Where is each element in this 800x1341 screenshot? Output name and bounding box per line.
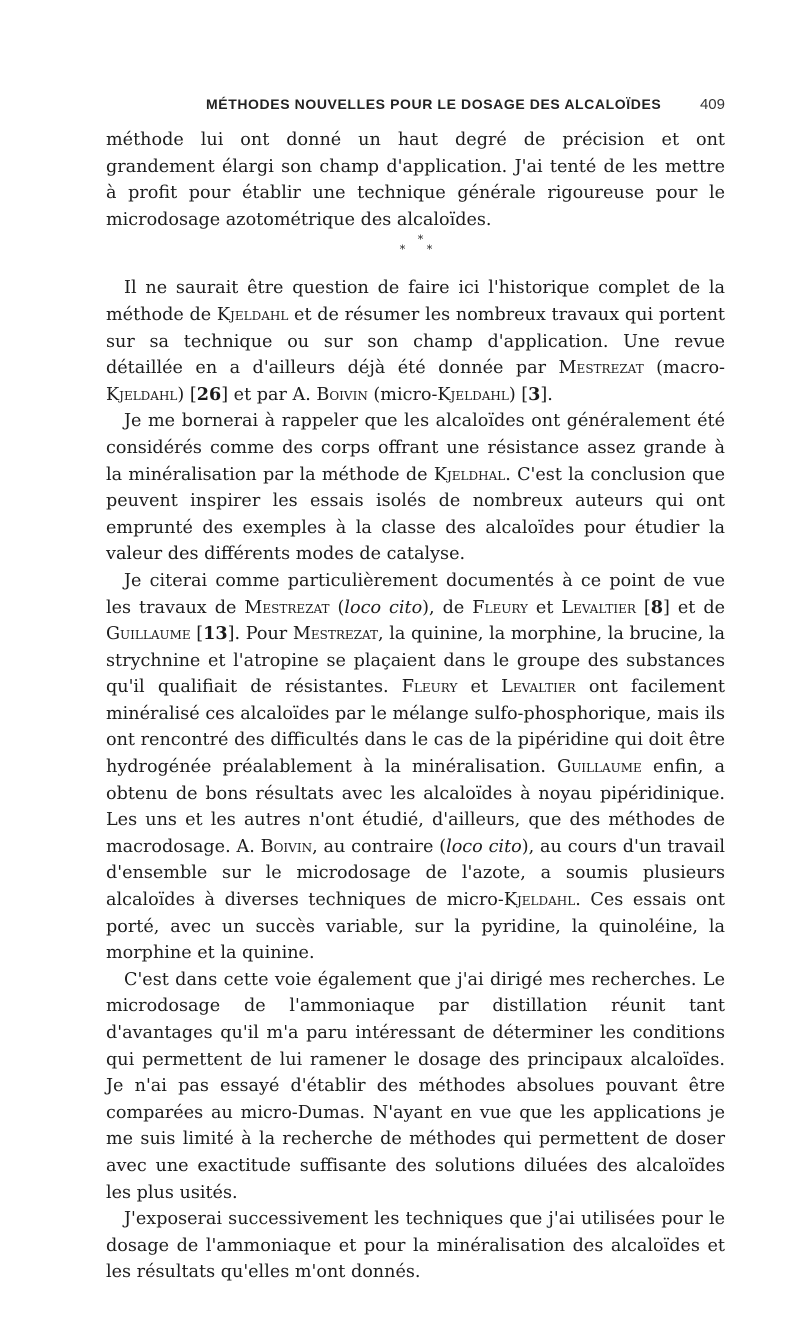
author-name: Guillaume <box>106 624 191 645</box>
author-name: Fleury <box>472 597 528 618</box>
paragraph-6: J'exposerai successivement les techniques que j'ai utilisées pour le dosage de l'ammoniaque et pour la minéralisation des alcaloïdes et les résultats qu'elles m'ont donnés. <box>106 1209 725 1283</box>
reference-number: 8 <box>650 596 663 618</box>
author-name: Guillaume <box>557 757 642 778</box>
author-name: Kjeldahl <box>216 304 289 325</box>
page-header <box>106 96 725 120</box>
reference-number: 13 <box>203 623 228 645</box>
author-name: Boivin <box>260 836 313 857</box>
asterism-bottom: * * <box>399 243 442 257</box>
author-name: Kjeldahl <box>437 384 509 405</box>
paragraph-1: méthode lui ont donné un haut degré de précision et ont grandement élargi son champ d'application. J'ai tenté de les mettre à profit pour établir une technique générale rigoureuse pour le microdosage azotométrique des alcaloïdes. <box>106 130 725 230</box>
author-name: Boivin <box>316 384 368 405</box>
reference-number: 26 <box>196 383 222 405</box>
page-body <box>106 127 725 1286</box>
author-name: Levaltier <box>501 677 576 698</box>
citation-italic: loco cito <box>344 597 423 618</box>
paragraph-2: Il ne saurait être question de faire ici l'historique complet de la méthode de Kjeldahl et de résumer les nombreux travaux qui portent sur sa technique ou sur son champ d'application. Une revue détaillée en a d'ailleurs déjà été donnée par Mestrezat (macro-Kjeldahl) [26] et par A. Boivin (micro-Kjeldahl) [3]. <box>106 278 726 405</box>
author-name: Kjeldhal <box>433 464 506 485</box>
reference-number: 3 <box>528 383 541 405</box>
author-name: Fleury <box>401 677 458 698</box>
asterism-top: * <box>417 233 424 247</box>
author-name: Mestrezat <box>244 597 330 618</box>
author-name: Mestrezat <box>292 624 378 645</box>
section-separator <box>106 235 725 255</box>
paragraph-5: C'est dans cette voie également que j'ai dirigé mes recherches. Le microdosage de l'ammoniaque par distillation réunit tant d'avantages qu'il m'a paru intéressant de déterminer les conditions qui permettent de lui ramener le dosage des principaux alcaloïdes. Je n'ai pas essayé d'établir des méthodes absolues pouvant être comparées au micro-Dumas. N'ayant en vue que les applications je me suis limité à la recherche de méthodes qui permettent de doser avec une exactitude suffisante des solutions diluées des alcaloïdes les plus usités. <box>106 969 725 1203</box>
running-title: MÉTHODES NOUVELLES POUR LE DOSAGE DES ALCALOÏDES <box>206 96 662 112</box>
paragraph-3: Je me bornerai à rappeler que les alcaloïdes ont généralement été considérés comme des corps offrant une résistance assez grande à la minéralisation par la méthode de Kjeldhal. C'est la conclusion que peuvent inspirer les essais isolés de nombreux auteurs qui ont emprunté des exemples à la classe des alcaloïdes pour étudier la valeur des différents modes de catalyse. <box>106 411 725 565</box>
author-name: Kjeldahl <box>503 890 576 911</box>
citation-italic: loco cito <box>446 836 522 857</box>
page-number: 409 <box>699 96 725 113</box>
paragraph-4: Je citerai comme particulièrement documentés à ce point de vue les travaux de Mestrezat (loco cito), de Fleury et Levaltier [8] et de Guillaume [13]. Pour Mestrezat, la quinine, la morphine, la brucine, la strychnine et l'atropine se plaçaient dans le groupe des substances qu'il qualifiait de résistantes. Fleury et Levaltier ont facilement minéralisé ces alcaloïdes par le mélange sulfo-phosphorique, mais ils ont rencontré des difficultés dans le cas de la pipéridine qui doit être hydrogénée préalablement à la minéralisation. Guillaume enfin, a obtenu de bons résultats avec les alcaloïdes à noyau pipéridinique. Les uns et les autres n'ont étudié, d'ailleurs, que des méthodes de macrodosage. A. Boivin, au contraire (loco cito), au cours d'un travail d'ensemble sur le microdosage de l'azote, a soumis plusieurs alcaloïdes à diverses techniques de micro-Kjeldahl. Ces essais ont porté, avec un succès variable, sur la pyridine, la quinoléine, la morphine et la quinine. <box>106 570 726 964</box>
author-name: Kjeldahl <box>106 384 178 405</box>
author-name: Levaltier <box>561 597 636 618</box>
author-name: Mestrezat <box>558 358 644 379</box>
